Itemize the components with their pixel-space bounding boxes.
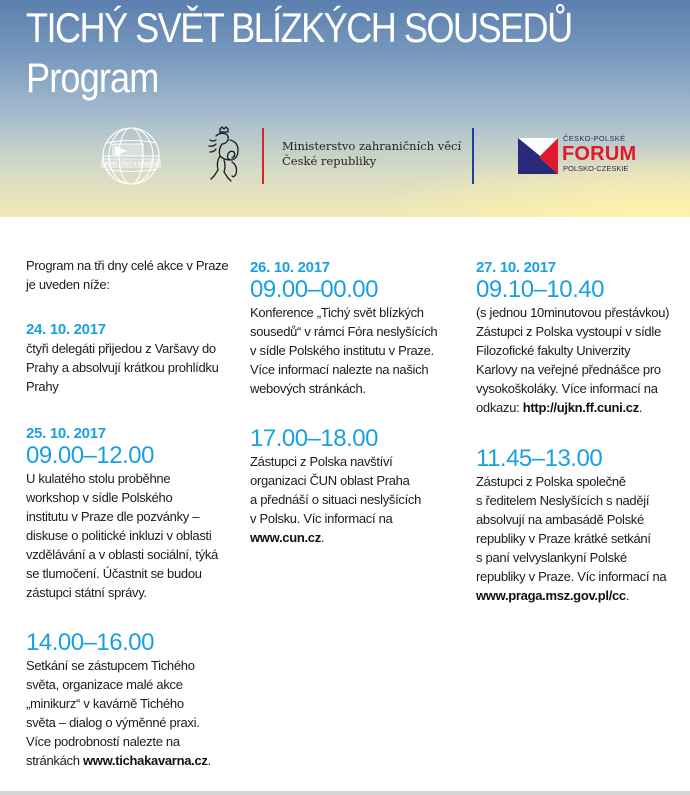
forum-flag-mark-icon — [518, 138, 558, 174]
praga-msz-link[interactable]: www.praga.msz.gov.pl/cc — [476, 588, 626, 603]
ministry-line-2: České republiky — [282, 154, 377, 168]
session-text-line: webových stránkách. — [250, 381, 366, 396]
day-date: 24. 10. 2017 — [26, 321, 106, 338]
day-text-line: čtyři delegáti přijedou z Varšavy do — [26, 341, 216, 356]
day-25-block — [26, 424, 236, 602]
session-link-line — [250, 528, 465, 547]
session-text-line: vzdělávání a v oblasti sociální, týká — [26, 547, 218, 562]
session-text-line: republiky v Praze krátké setkání — [476, 531, 651, 546]
czech-lion-emblem-icon — [206, 126, 242, 184]
session-text-line: Karlovy na veřejné přednášce pro — [476, 362, 661, 377]
session-text-line: workshop v sídle Polského — [26, 490, 173, 505]
forum-bottom-label: POLSKO-CZESKIE — [563, 163, 629, 173]
tichakavarna-link[interactable]: www.tichakavarna.cz — [82, 753, 208, 768]
day-date: 25. 10. 2017 — [26, 425, 106, 442]
session-time: 14.00–16.00 — [26, 629, 154, 656]
session-text-line: v sídle Polského institutu v Praze. — [250, 343, 434, 358]
day-26-block — [250, 258, 465, 398]
neslysici-s-nadeji-logo-icon — [99, 126, 163, 186]
session-text-line: U kulatého stolu proběhne — [26, 471, 171, 486]
page-subtitle: Program — [26, 54, 159, 101]
session-text-line: zástupci státní správy. — [26, 585, 147, 600]
link-suffix: . — [207, 753, 211, 768]
session-text-line: a přednáší o situaci neslyšících — [250, 492, 422, 507]
session-link-line — [26, 751, 236, 770]
link-suffix: . — [638, 400, 643, 415]
forum-main-label: FORUM — [562, 142, 637, 165]
session-text-line: sousedů“ v rámci Fóra neslyšících — [250, 324, 438, 339]
session-link-line — [476, 398, 690, 417]
session-text-line: diskuse o politické inkluzi v oblasti — [26, 528, 212, 543]
session-link-line — [476, 586, 690, 605]
day-text-line: Prahy — [26, 379, 59, 394]
nesl-logo-label: NESLYŠÍCÍ S NADĚJÍ — [104, 161, 158, 168]
session-text-line: Více podrobností nalezte na — [26, 734, 180, 749]
session-time: 09.00–12.00 — [26, 442, 154, 469]
link-prefix: stránkách — [26, 753, 83, 768]
day-text-line: Prahy a absolvují krátkou prohlídku — [26, 360, 219, 375]
ministry-line-1: Ministerstvo zahraničních věcí — [282, 139, 462, 153]
session-time: 11.45–13.00 — [476, 445, 603, 472]
header-banner — [0, 0, 690, 217]
session-text-line: vysokoškoláky. Více informací na — [476, 381, 658, 396]
day-27-session-2 — [476, 446, 690, 605]
link-suffix: . — [320, 530, 325, 545]
day-27-block — [476, 258, 690, 417]
session-time: 17.00–18.00 — [250, 425, 378, 452]
session-text-line: „minikurz“ v kavárně Tichého — [26, 696, 184, 711]
page-bottom-divider — [0, 791, 690, 795]
session-text-line: Více informací nalezte na našich — [250, 362, 429, 377]
ministry-divider-red — [262, 128, 264, 184]
session-text-line: světa – dialog o výměnné praxi. — [26, 715, 200, 730]
day-date: 26. 10. 2017 — [250, 259, 330, 276]
day-25-session-2 — [26, 630, 236, 770]
page-title: TICHÝ SVĚT BLÍZKÝCH SOUSEDŮ — [26, 4, 572, 51]
day-26-session-2 — [250, 426, 465, 547]
day-date: 27. 10. 2017 — [476, 259, 556, 276]
session-text-line: republiky v Praze. Víc informací na — [476, 569, 667, 584]
session-text-line: s paní velvyslankyní Polské — [476, 550, 627, 565]
session-text-line: se tlumočení. Účastnit se budou — [26, 566, 202, 581]
ujkn-link[interactable]: http://ujkn.ff.cuni.cz — [522, 400, 639, 415]
column-1 — [26, 256, 236, 294]
day-24-block — [26, 320, 236, 396]
session-text-line: organizaci ČUN oblast Praha — [250, 473, 410, 488]
session-text-line: s ředitelem Neslyšících s nadějí — [476, 493, 650, 508]
session-text-line: Zástupci z Polska společně — [476, 474, 626, 489]
session-time: 09.00–00.00 — [250, 276, 378, 303]
session-text-line: Zástupci z Polska navštíví — [250, 454, 393, 469]
session-time: 09.10–10.40 — [476, 276, 604, 303]
session-text-line: Setkání se zástupcem Tichého — [26, 658, 195, 673]
intro-line-2: je uveden níže: — [26, 277, 110, 292]
session-text-line: Konference „Tichý svět blízkých — [250, 305, 424, 320]
link-prefix: odkazu: — [476, 400, 523, 415]
forum-divider-blue — [472, 128, 474, 184]
cun-link[interactable]: www.cun.cz — [250, 530, 321, 545]
session-text-line: v Polsku. Víc informací na — [250, 511, 393, 526]
session-text-line: Filozofické fakulty Univerzity — [476, 343, 631, 358]
session-text-line: Zástupci z Polska vystoupí v sídle — [476, 324, 661, 339]
session-text-line: (s jednou 10minutovou přestávkou) — [476, 305, 670, 320]
session-text-line: absolvují na ambasádě Polské — [476, 512, 644, 527]
link-suffix: . — [625, 588, 630, 603]
forum-logo-text — [563, 135, 636, 172]
session-text-line: světa, organizace malé akce — [26, 677, 183, 692]
forum-top-label: ČESKO-POLSKÉ — [563, 134, 626, 143]
ministry-logo-text — [282, 139, 461, 169]
intro-line-1: Program na tři dny celé akce v Praze — [26, 258, 229, 273]
session-text-line: institutu v Praze dle pozvánky – — [26, 509, 200, 524]
